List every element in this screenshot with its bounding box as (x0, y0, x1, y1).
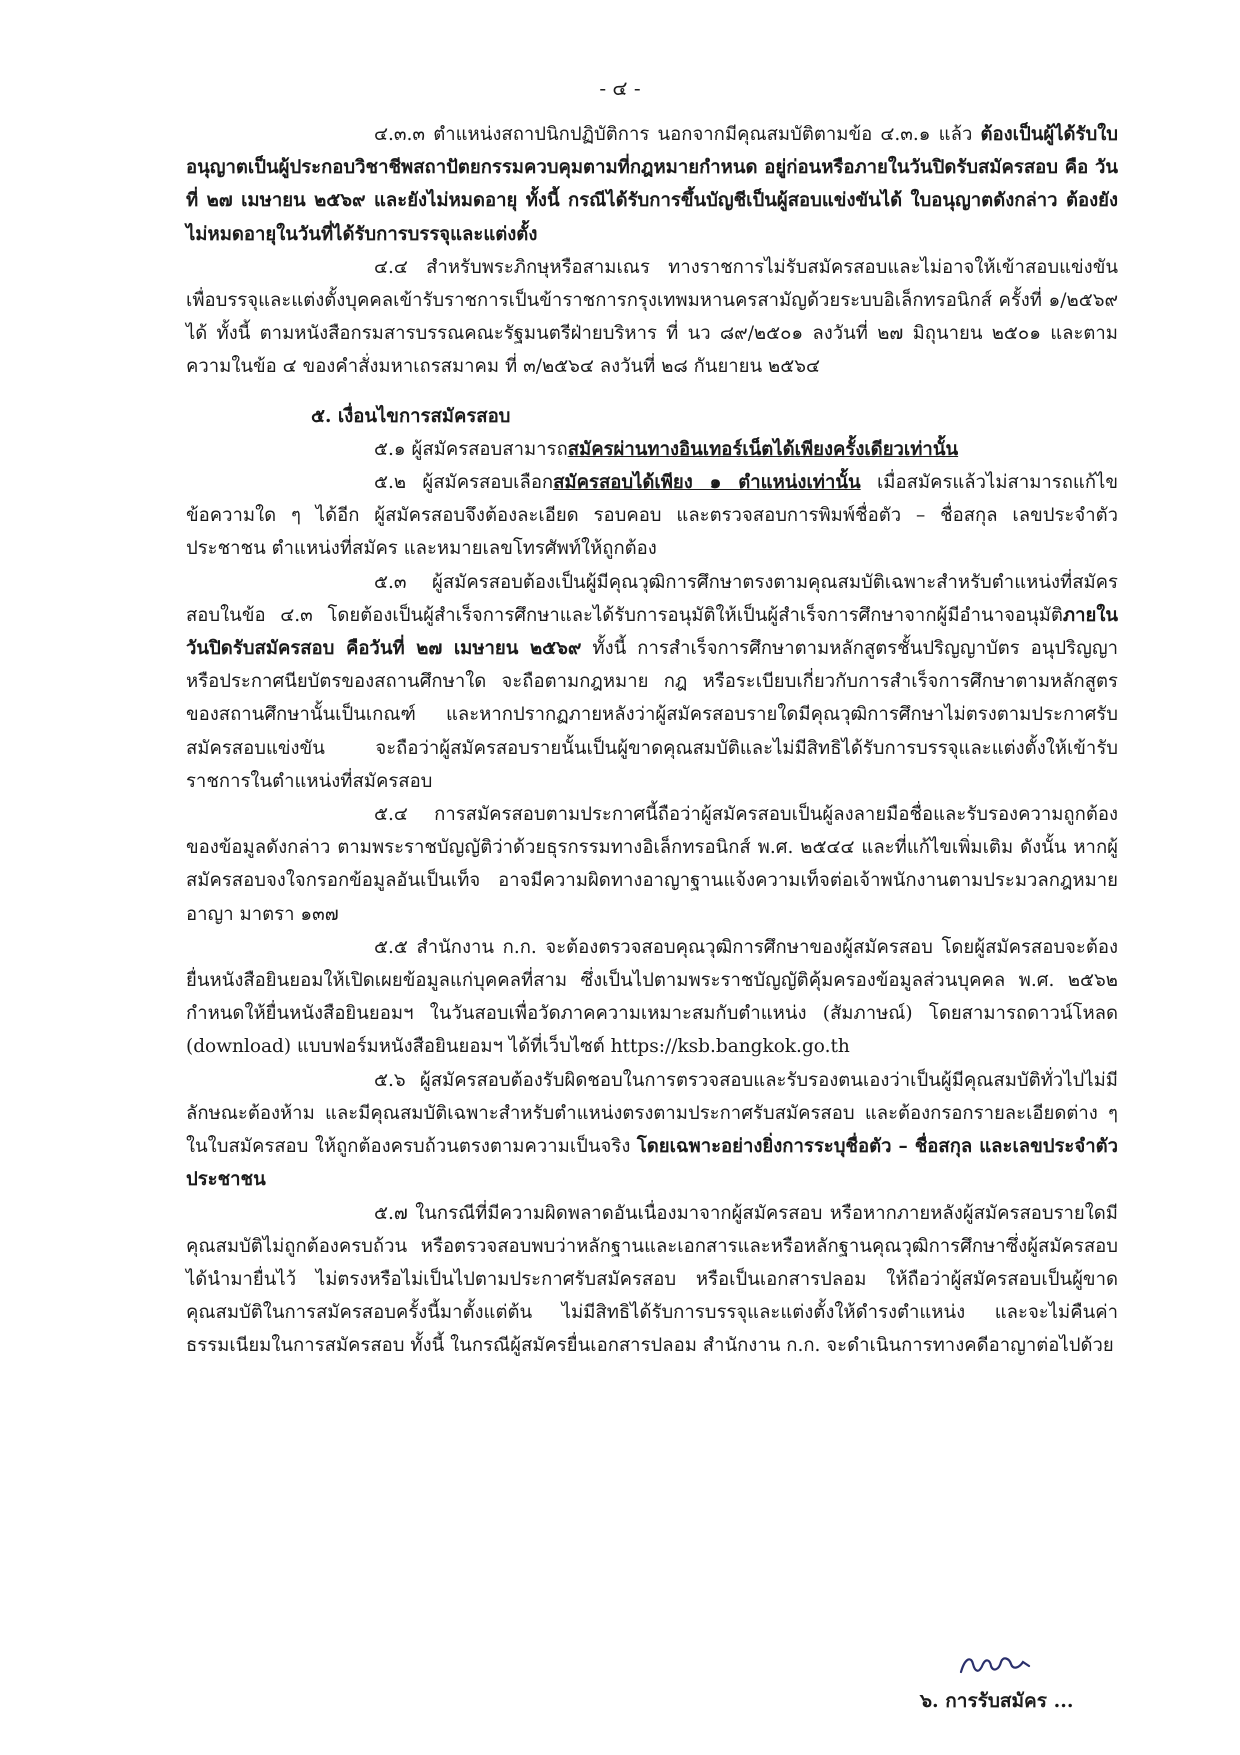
paragraph-5-2 (186, 466, 1118, 566)
paragraph-5-3-lead: ๕.๓ ผู้สมัครสอบต้องเป็นผู้มีคุณวุฒิการศึกษาตรงตามคุณสมบัติเฉพาะสำหรับตำแหน่งที่สมัครสอบในข้อ ๔.๓ โดยต้องเป็นผู้สำเร็จการศึกษาและได้รับการอนุมัติให้เป็นผู้สำเร็จการศึกษาจากผู้มีอำนาจอนุมัติ (186, 571, 1118, 626)
paragraph-4-4: ๔.๔ สำหรับพระภิกษุหรือสามเณร ทางราชการไม่รับสมัครสอบและไม่อาจให้เข้าสอบแข่งขันเพื่อบรรจุและแต่งตั้งบุคคลเข้ารับราชการเป็นข้าราชการกรุงเทพมหานครสามัญด้วยระบบอิเล็กทรอนิกส์ ครั้งที่ ๑/๒๕๖๙ ได้ ทั้งนี้ ตามหนังสือกรมสารบรรณคณะรัฐมนตรีฝ่ายบริหาร ที่ นว ๘๙/๒๕๐๑ ลงวันที่ ๒๗ มิถุนายน ๒๕๐๑ และตามความในข้อ ๔ ของคำสั่งมหาเถรสมาคม ที่ ๓/๒๕๖๔ ลงวันที่ ๒๘ กันยายน ๒๕๖๔ (186, 256, 1118, 378)
paragraph-5-5: ๕.๕ สำนักงาน ก.ก. จะต้องตรวจสอบคุณวุฒิการศึกษาของผู้สมัครสอบ โดยผู้สมัครสอบจะต้องยื่นหนังสือยินยอมให้เปิดเผยข้อมูลแก่บุคคลที่สาม ซึ่งเป็นไปตามพระราชบัญญัติคุ้มครองข้อมูลส่วนบุคคล พ.ศ. ๒๕๖๒ กำหนดให้ยื่นหนังสือยินยอมฯ ในวันสอบเพื่อวัดภาคความเหมาะสมกับตำแหน่ง (สัมภาษณ์) โดยสามารถดาวน์โหลด (download) แบบฟอร์มหนังสือยินยอมฯ ได้ที่เว็บไซต์ https://ksb.bangkok.go.th (186, 936, 1118, 1058)
paragraph-5-2-lead: ๕.๒ ผู้สมัครสอบเลือก (374, 472, 554, 494)
paragraph-4-3-3-lead: ๔.๓.๓ ตำแหน่งสถาปนิกปฏิบัติการ นอกจากมีคุณสมบัติตามข้อ ๔.๓.๑ แล้ว (374, 124, 981, 145)
paragraph-5-2-underlined: สมัครสอบได้เพียง ๑ ตำแหน่งเท่านั้น (553, 472, 861, 494)
paragraph-4-3-3-bold: ต้องเป็นผู้ได้รับใบอนุญาตเป็นผู้ประกอบวิชาชีพสถาปัตยกรรมควบคุมตามที่กฎหมายกำหนด อยู่ก่อนหรือภายในวันปิดรับสมัครสอบ คือ วันที่ ๒๗ เมษายน ๒๕๖๙ และยังไม่หมดอายุ ทั้งนี้ กรณีได้รับการขึ้นบัญชีเป็นผู้สอบแข่งขันได้ ใบอนุญาตดังกล่าว ต้องยังไม่หมดอายุในวันที่ได้รับการบรรจุและแต่งตั้ง (186, 124, 1118, 245)
paragraph-5-6 (186, 1064, 1118, 1197)
paragraph-5-7: ๕.๗ ในกรณีที่มีความผิดพลาดอันเนื่องมาจากผู้สมัครสอบ หรือหากภายหลังผู้สมัครสอบรายใดมีคุณสมบัติไม่ถูกต้องครบถ้วน หรือตรวจสอบพบว่าหลักฐานและเอกสารและหรือหลักฐานคุณวุฒิการศึกษาซึ่งผู้สมัครสอบได้นำมายื่นไว้ ไม่ตรงหรือไม่เป็นไปตามประกาศรับสมัครสอบ หรือเป็นเอกสารปลอม ให้ถือว่าผู้สมัครสอบเป็นผู้ขาดคุณสมบัติในการสมัครสอบครั้งนี้มาตั้งแต่ต้น ไม่มีสิทธิได้รับการบรรจุและแต่งตั้งให้ดำรงตำแหน่ง และจะไม่คืนค่าธรรมเนียมในการสมัครสอบ ทั้งนี้ ในกรณีผู้สมัครยื่นเอกสารปลอม สำนักงาน ก.ก. จะดำเนินการทางคดีอาญาต่อไปด้วย (186, 1202, 1118, 1357)
page-number: - ๔ - (599, 76, 641, 100)
paragraph-5-1-lead: ๕.๑ ผู้สมัครสอบสามารถ (374, 438, 568, 460)
paragraph-5-3-rest: ทั้งนี้ การสำเร็จการศึกษาตามหลักสูตรชั้นปริญญาบัตร อนุปริญญา หรือประกาศนียบัตรของสถานศึกษาใด จะถือตามกฎหมาย กฎ หรือระเบียบเกี่ยวกับการสำเร็จการศึกษาตามหลักสูตรของสถานศึกษานั้นเป็นเกณฑ์ และหากปรากฏภายหลังว่าผู้สมัครสอบรายใดมีคุณวุฒิการศึกษาไม่ตรงตามประกาศรับสมัครสอบแข่งขัน จะถือว่าผู้สมัครสอบรายนั้นเป็นผู้ขาดคุณสมบัติและไม่มีสิทธิได้รับการบรรจุและแต่งตั้งให้เข้ารับราชการในตำแหน่งที่สมัครสอบ (186, 638, 1118, 792)
paragraph-5-2-rest: เมื่อสมัครแล้วไม่สามารถแก้ไขข้อความใด ๆ ได้อีก ผู้สมัครสอบจึงต้องละเอียด รอบคอบ และตรวจสอบการพิมพ์ชื่อตัว – ชื่อสกุล เลขประจำตัวประชาชน ตำแหน่งที่สมัคร และหมายเลขโทรศัพท์ให้ถูกต้อง (186, 472, 1119, 560)
paragraph-5-4: ๕.๔ การสมัครสอบตามประกาศนี้ถือว่าผู้สมัครสอบเป็นผู้ลงลายมือชื่อและรับรองความถูกต้องของข้อมูลดังกล่าว ตามพระราชบัญญัติว่าด้วยธุรกรรมทางอิเล็กทรอนิกส์ พ.ศ. ๒๕๔๔ และที่แก้ไขเพิ่มเติม ดังนั้น หากผู้สมัครสอบจงใจกรอกข้อมูลอันเป็นเท็จ อาจมีความผิดทางอาญาฐานแจ้งความเท็จต่อเจ้าพนักงานตามประมวลกฎหมายอาญา มาตรา ๑๓๗ (186, 804, 1118, 925)
paragraph-5-3-bold: ภายในวันปิดรับสมัครสอบ คือวันที่ ๒๗ เมษายน ๒๕๖๙ (186, 604, 1118, 660)
paragraph-5-3 (186, 566, 1118, 798)
paragraph-5-6-lead: ๕.๖ ผู้สมัครสอบต้องรับผิดชอบในการตรวจสอบและรับรองตนเองว่าเป็นผู้มีคุณสมบัติทั่วไปไม่มีลักษณะต้องห้าม และมีคุณสมบัติเฉพาะสำหรับตำแหน่งตรงตามประกาศรับสมัครสอบ และต้องกรอกรายละเอียดต่าง ๆ ในใบสมัครสอบ ให้ถูกต้องครบถ้วนตรงตามความเป็นจริง (186, 1069, 1118, 1158)
paragraph-4-3-3 (186, 118, 1118, 251)
paragraph-5-6-bold: โดยเฉพาะอย่างยิ่งการระบุชื่อตัว – ชื่อสกุล และเลขประจำตัวประชาชน (186, 1136, 1118, 1191)
document-body (186, 118, 1118, 1363)
paragraph-5-1-underlined: สมัครผ่านทางอินเทอร์เน็ตได้เพียงครั้งเดียวเท่านั้น (567, 438, 959, 460)
section-5-title: ๕. เงื่อนไขการสมัครสอบ (311, 405, 511, 427)
continuation-footer: ๖. การรับสมัคร ... (920, 1690, 1074, 1712)
paragraph-5-1 (186, 433, 1118, 466)
handwritten-initials (955, 1650, 1035, 1678)
